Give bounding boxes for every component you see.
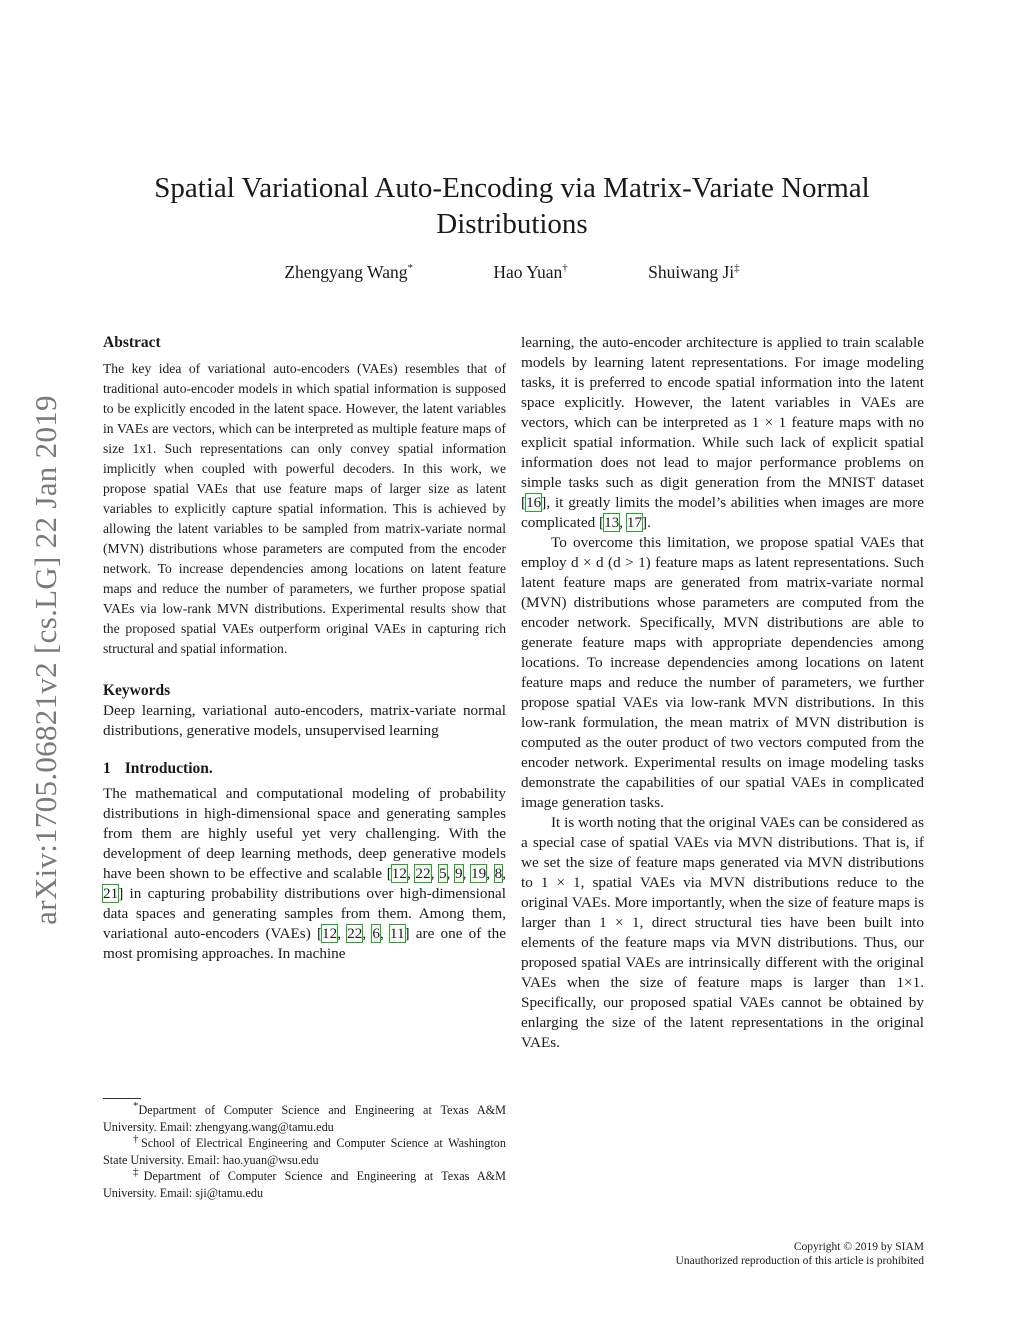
abstract-heading: Abstract	[103, 334, 161, 351]
arxiv-stamp	[22, 360, 70, 960]
citation-link[interactable]: 22	[347, 925, 363, 942]
footnote: *Department of Computer Science and Engineering at Texas A&M University. Email: zhengyang.wang@tamu.edu	[103, 1099, 506, 1134]
footnotes	[103, 1098, 506, 1201]
author: Hao Yuan†	[493, 262, 568, 282]
citation-link[interactable]: 5	[439, 865, 447, 882]
right-column	[521, 333, 924, 1053]
intro-paragraph: The mathematical and computational modeling of probability distributions in high-dimensional space and generating samples from them are highly useful yet very challenging. With the development of deep learning methods, deep generative models have been shown to be effective and scalable [12, 22, 5, 9, 19, 8, 21] in capturing probability distributions over high-dimensional data spaces and generating samples from them. Among them, variational auto-encoders (VAEs) [12, 22, 6, 11] are one of the most promising approaches. In machine	[103, 785, 507, 962]
copyright-notice	[676, 1240, 924, 1268]
footnote: ‡Department of Computer Science and Engineering at Texas A&M University. Email: sji@tamu.edu	[103, 1165, 507, 1200]
citation-link[interactable]: 9	[455, 865, 463, 882]
author: Shuiwang Ji‡	[648, 262, 740, 282]
citation-link[interactable]: 12	[391, 865, 407, 882]
section-heading: 1 Introduction.	[103, 760, 213, 777]
citation-link[interactable]: 19	[471, 865, 487, 882]
citation-link[interactable]: 11	[389, 925, 405, 942]
citation-link[interactable]: 17	[626, 514, 643, 531]
intro-paragraph: learning, the auto-encoder architecture is applied to train scalable models by learning latent representations. For image modeling tasks, it is preferred to encode spatial information into the latent space explicitly. However, the latent variables in VAEs are vectors, which can be interpreted as 1 × 1 feature maps with no explicit spatial information. While such lack of explicit spatial information does not lead to major performance problems on simple tasks such as digit generation from the MNIST dataset [16], it greatly limits the model’s abilities when images are more complicated [13, 17].	[521, 334, 924, 531]
abstract-text: The key idea of variational auto-encoders (VAEs) resembles that of traditional auto-encoder models in which spatial information is supposed to be explicitly encoded in the latent space. However, the latent variables in VAEs are vectors, which can be interpreted as multiple feature maps of size 1x1. Such representations can only convey spatial information implicitly when coupled with powerful decoders. In this work, we propose spatial VAEs that use feature maps of larger size as latent variables to explicitly capture spatial information. This is achieved by allowing the latent variables to be sampled from matrix-variate normal (MVN) distributions whose parameters are computed from the encoder network. To increase dependencies among locations on latent feature maps and reduce the number of parameters, we further propose spatial VAEs via low-rank MVN distributions. Experimental results show that the proposed spatial VAEs outperform original VAEs in capturing rich structural and spatial information.	[103, 361, 506, 656]
citation-link[interactable]: 13	[604, 514, 620, 531]
copyright-line: Copyright © 2019 by SIAM	[793, 1241, 924, 1253]
author: Zhengyang Wang*	[284, 262, 413, 282]
keywords-heading: Keywords	[103, 682, 171, 699]
keywords-text: Deep learning, variational auto-encoders, matrix-variate normal distributions, generative models, unsupervised learning	[103, 702, 506, 739]
citation-link[interactable]: 21	[103, 885, 119, 902]
citation-link[interactable]: 12	[322, 925, 338, 942]
citation-link[interactable]: 22	[415, 865, 431, 882]
author-list	[100, 262, 924, 283]
left-column	[103, 333, 506, 964]
intro-paragraph: It is worth noting that the original VAEs can be considered as a special case of spatial VAEs via MVN distributions. That is, if we set the size of feature maps generated via MVN distributions to 1 × 1, spatial VAEs via MVN distributions reduce to the original VAEs. More importantly, when the size of feature maps is larger than 1 × 1, direct structural ties have been built into elements of the feature maps via MVN distributions. Thus, our proposed spatial VAEs are intrinsically different with the original VAEs when the size of feature maps is larger than 1×1. Specifically, our proposed spatial VAEs cannot be obtained by enlarging the size of the latent representations in the original VAEs.	[521, 814, 924, 1051]
citation-link[interactable]: 6	[372, 925, 380, 942]
footnote: †School of Electrical Engineering and Computer Science at Washington State University. Email: hao.yuan@wsu.edu	[103, 1132, 506, 1167]
citation-link[interactable]: 8	[494, 865, 503, 882]
footnote-rule	[103, 1098, 141, 1099]
citation-link[interactable]: 16	[526, 494, 542, 511]
copyright-line: Unauthorized reproduction of this article is prohibited	[675, 1255, 924, 1267]
arxiv-stamp-text: arXiv:1705.06821v2 [cs.LG] 22 Jan 2019	[28, 395, 63, 925]
paper-title: Spatial Variational Auto-Encoding via Matrix-Variate Normal Distributions	[154, 172, 870, 240]
intro-paragraph: To overcome this limitation, we propose spatial VAEs that employ d × d (d > 1) feature maps as latent representations. Such latent feature maps are generated from matrix-variate normal (MVN) distributions whose parameters are computed from the encoder network. Specifically, MVN distributions are able to generate feature maps with appropriate dependencies among locations. To increase dependencies among locations on latent feature maps and reduce the number of parameters, we further propose spatial VAEs via low-rank MVN distributions. In this low-rank formulation, the mean matrix of MVN distribution is computed as the outer product of two vectors computed from the encoder network. Experimental results on image modeling tasks demonstrate the capabilities of our spatial VAEs in complicated image generation tasks.	[521, 534, 924, 811]
